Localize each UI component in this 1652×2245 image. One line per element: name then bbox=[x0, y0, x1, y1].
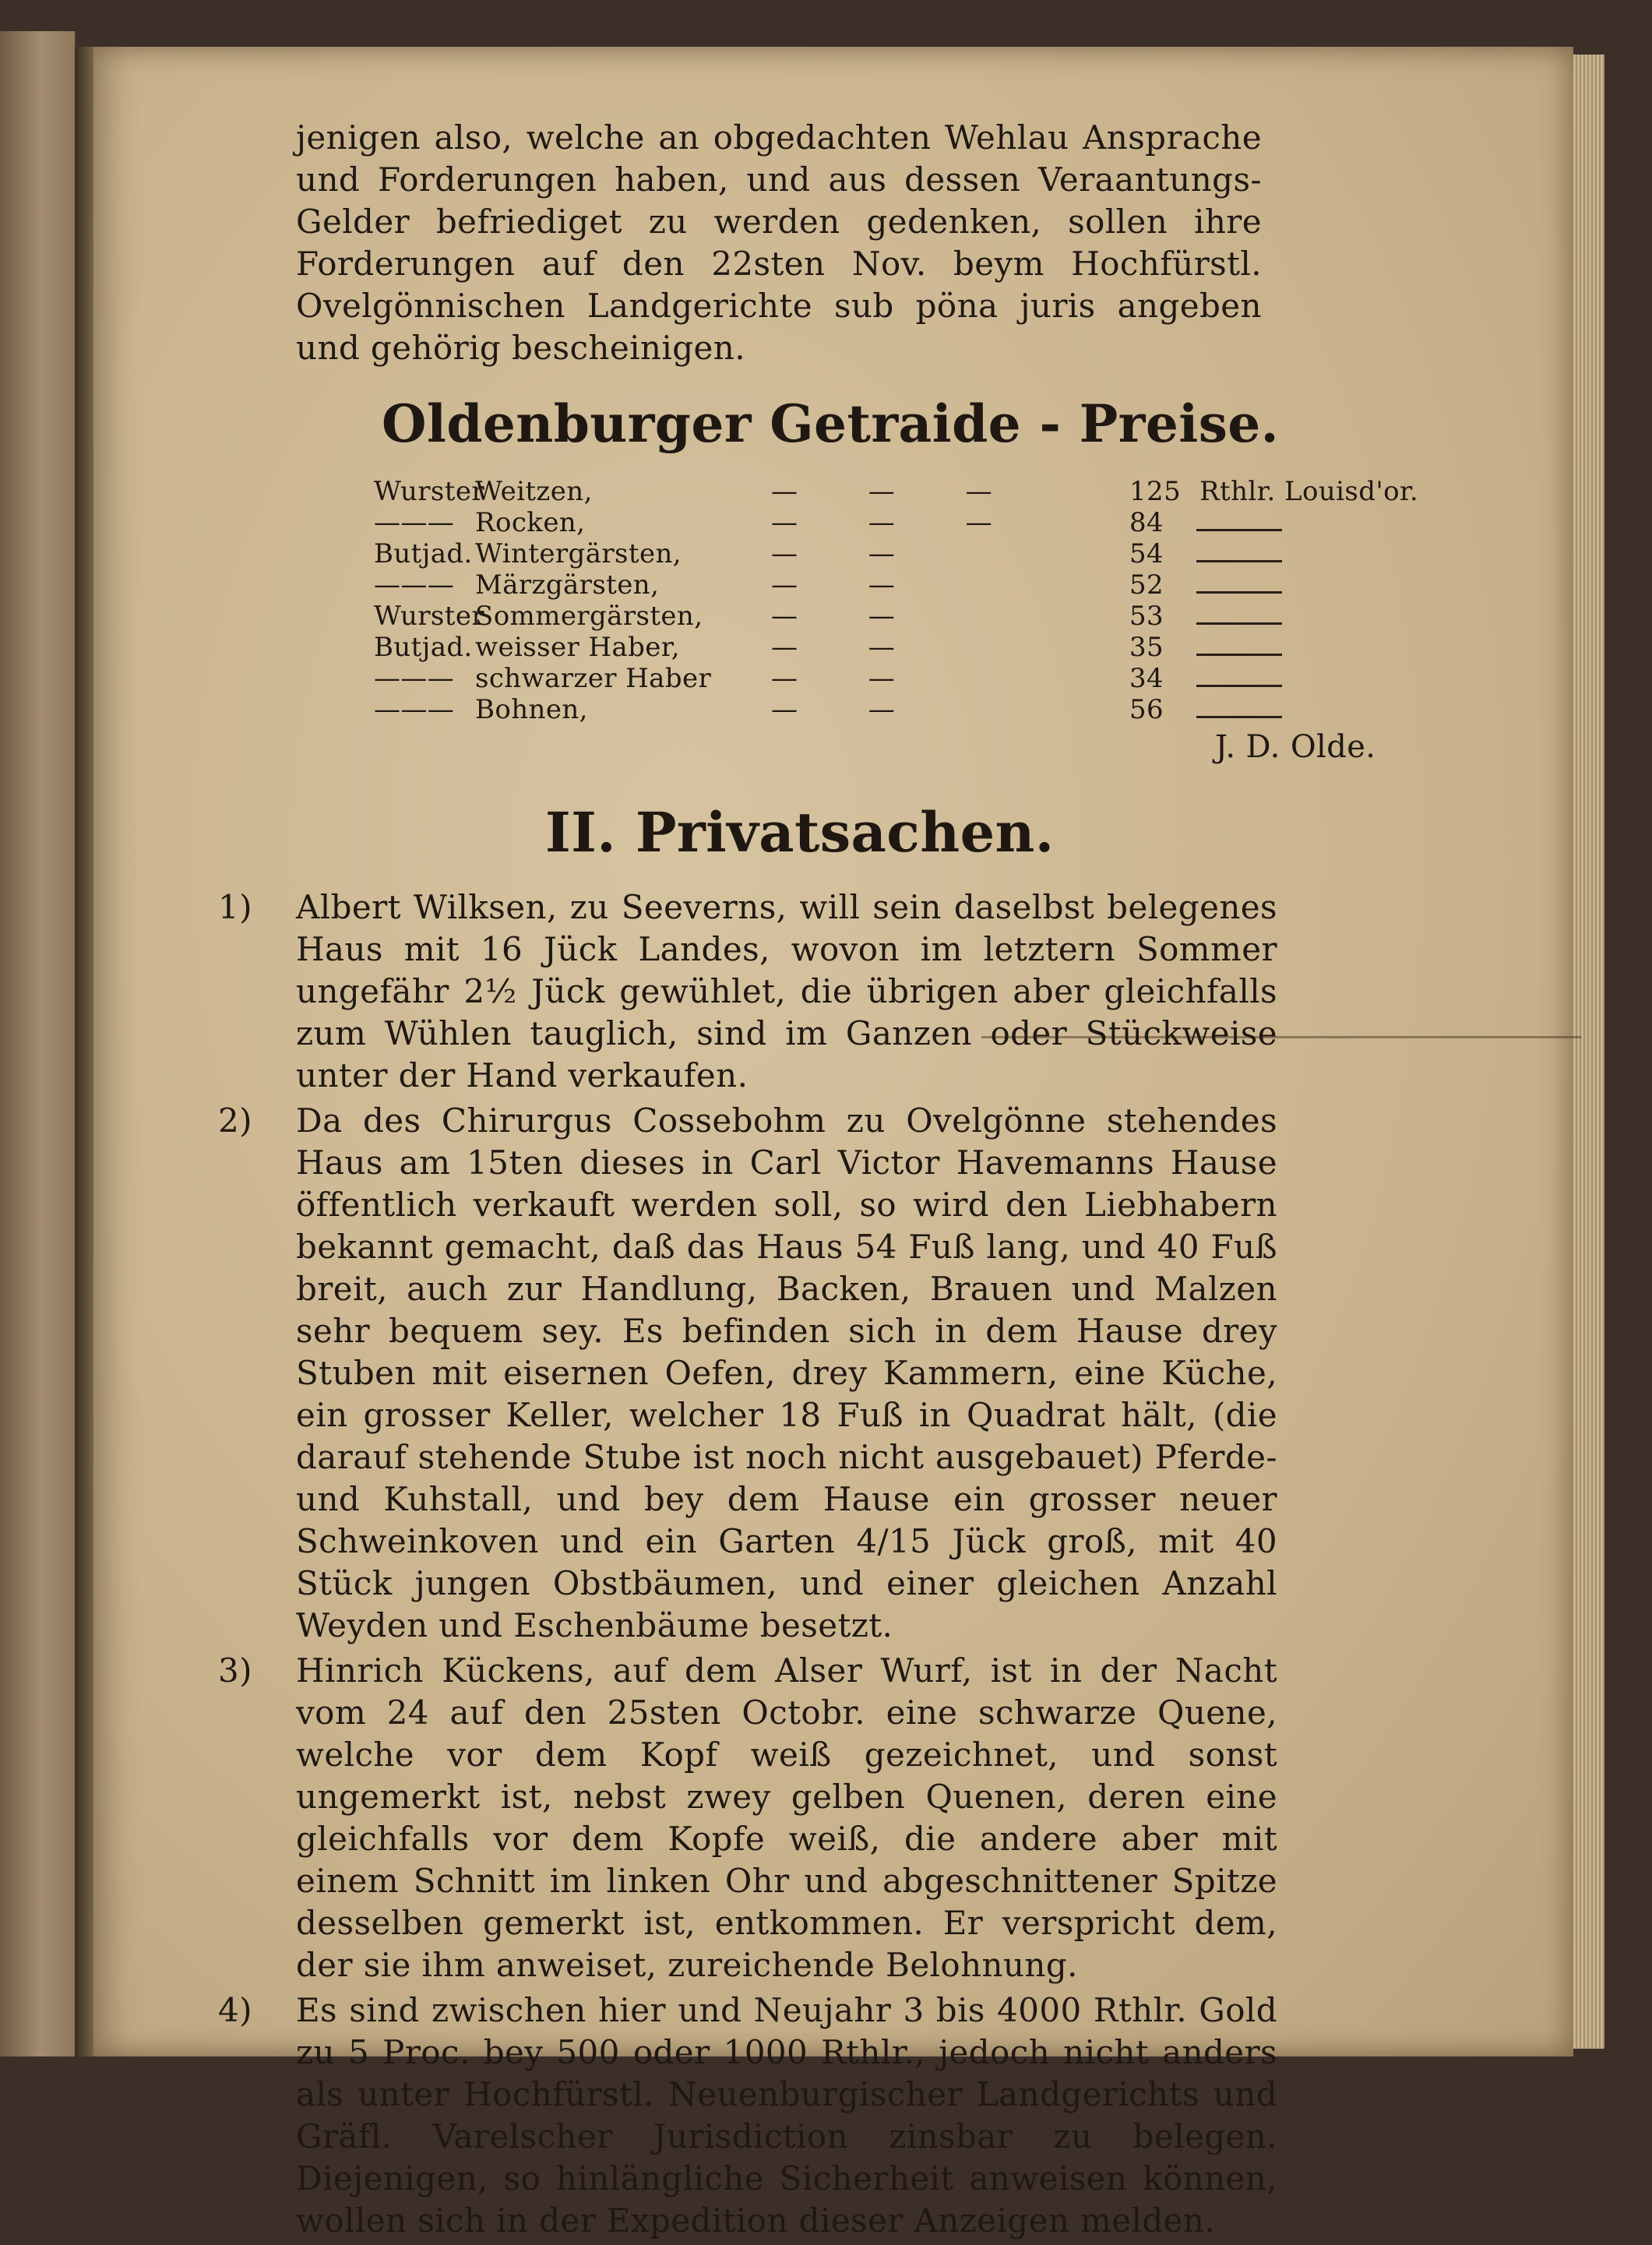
price-dashes: — — bbox=[771, 601, 926, 632]
entry-text: Es sind zwischen hier und Neujahr 3 bis 4000 Rthlr. Gold zu 5 Proc. bey 500 oder 1000 Rthlr., jedoch nicht anders als unter Hochfürstl. Neuenburgischer Landgerichts und Gräfl. Varelscher Jurisdiction zinsbar zu belegen. Diejenigen, so hinlängliche Sicherheit anweisen können, wollen sich in der Expedition dieser Anzeigen melden. bbox=[296, 1991, 1277, 2240]
entry bbox=[203, 1989, 1449, 2242]
price-place: Wurster bbox=[374, 601, 485, 632]
price-blank-line bbox=[1196, 610, 1282, 625]
price-grain: schwarzer Haber bbox=[475, 663, 712, 694]
price-grain: Märzgärsten, bbox=[475, 569, 660, 601]
entry-text: Albert Wilksen, zu Seeverns, will sein daselbst belegenes Haus mit 16 Jück Landes, wovon im letztern Sommer ungefähr 2½ Jück gewühlet, die übrigen aber gleichfalls zum Wühlen tauglich, sind im Ganzen oder Stückweise unter der Hand verkaufen. bbox=[296, 888, 1277, 1094]
price-row bbox=[374, 626, 1464, 663]
book-gutter bbox=[75, 47, 93, 2056]
price-place: ——— bbox=[374, 569, 455, 601]
price-row bbox=[374, 657, 1464, 694]
intro-paragraph: jenigen also, welche an obgedachten Wehlau Ansprache und Forderungen haben, und aus dessen Veraantungs-Gelder befriediget zu werden gedenken, sollen ihre Forderungen auf den 22sten Nov. beym Hochfürstl. Ovelgönnischen Landgerichte sub pöna juris angeben und gehörig bescheinigen. bbox=[296, 118, 1262, 367]
price-unit: Rthlr. Louisd'or. bbox=[1199, 476, 1419, 507]
price-value: 54 bbox=[1129, 538, 1164, 569]
entry-text: Hinrich Kückens, auf dem Alser Wurf, ist in der Nacht vom 24 auf den 25sten Octobr. eine schwarze Quene, welche vor dem Kopf weiß gezeichnet, und sonst ungemerkt ist, nebst zwey gelben Quenen, deren eine gleichfalls vor dem Kopfe weiß, die andere aber mit einem Schnitt im linken Ohr und abgeschnittener Spitze desselben gemerkt ist, entkommen. Er verspricht dem, der sie ihm anweiset, zureichende Belohnung. bbox=[296, 1651, 1277, 1984]
price-place: Butjad. bbox=[374, 632, 473, 663]
entry-number: 2) bbox=[218, 1101, 252, 1140]
price-value: 35 bbox=[1129, 632, 1164, 663]
price-blank-line bbox=[1196, 703, 1282, 718]
price-grain: weisser Haber, bbox=[475, 632, 680, 663]
price-dashes: — — bbox=[771, 632, 926, 663]
price-grain: Bohnen, bbox=[475, 694, 588, 725]
price-dashes: — — bbox=[771, 663, 926, 694]
entry bbox=[203, 886, 1449, 1097]
entry-number: 3) bbox=[218, 1651, 252, 1690]
price-dashes: — — bbox=[771, 569, 926, 601]
left-page-edge bbox=[0, 31, 76, 2056]
page-stack-edge bbox=[1573, 55, 1604, 2049]
entry-number: 1) bbox=[218, 888, 252, 926]
price-row bbox=[374, 564, 1464, 601]
price-value: 34 bbox=[1129, 663, 1164, 694]
entry bbox=[203, 1650, 1449, 1986]
price-dashes: — — — bbox=[771, 476, 1023, 507]
price-value: 125 bbox=[1129, 476, 1182, 507]
price-dashes: — — bbox=[771, 694, 926, 725]
price-blank-line bbox=[1196, 516, 1282, 531]
price-value: 56 bbox=[1129, 694, 1164, 725]
page-text bbox=[203, 117, 1449, 2245]
price-blank-line bbox=[1196, 548, 1282, 562]
price-row bbox=[374, 689, 1464, 725]
entry-number: 4) bbox=[218, 1991, 252, 2029]
price-place: ——— bbox=[374, 507, 455, 538]
price-place: ——— bbox=[374, 694, 455, 725]
signature: J. D. Olde. bbox=[1215, 729, 1376, 765]
price-place: ——— bbox=[374, 663, 455, 694]
price-blank-line bbox=[1196, 672, 1282, 687]
section-title: II. Privatsachen. bbox=[545, 800, 1055, 865]
price-dashes: — — — bbox=[771, 507, 1023, 538]
price-place: Butjad. bbox=[374, 538, 473, 569]
price-value: 84 bbox=[1129, 507, 1164, 538]
price-row bbox=[374, 533, 1464, 569]
price-grain: Sommergärsten, bbox=[475, 601, 703, 632]
entry-text: Da des Chirurgus Cossebohm zu Ovelgönne stehendes Haus am 15ten dieses in Carl Victor Havemanns Hause öffentlich verkauft werden soll, so wird den Liebhabern bekannt gemacht, daß das Haus 54 Fuß lang, und 40 Fuß breit, auch zur Handlung, Backen, Brauen und Malzen sehr bequem sey. Es befinden sich in dem Hause drey Stuben mit eisernen Oefen, drey Kammern, eine Küche, ein grosser Keller, welcher 18 Fuß in Quadrat hält, (die darauf stehende Stube ist noch nicht ausgebauet) Pferde- und Kuhstall, und bey dem Hause ein grosser neuer Schweinkoven und ein Garten 4/15 Jück groß, mit 40 Stück jungen Obstbäumen, und einer gleichen Anzahl Weyden und Eschenbäume besetzt. bbox=[296, 1101, 1277, 1644]
price-row bbox=[374, 595, 1464, 632]
price-grain: Rocken, bbox=[475, 507, 586, 538]
price-value: 52 bbox=[1129, 569, 1164, 601]
price-value: 53 bbox=[1129, 601, 1164, 632]
price-grain: Wintergärsten, bbox=[475, 538, 682, 569]
price-blank-line bbox=[1196, 579, 1282, 594]
price-place: Wurster bbox=[374, 476, 485, 507]
price-grain: Weitzen, bbox=[475, 476, 593, 507]
price-dashes: — — bbox=[771, 538, 926, 569]
entry bbox=[203, 1100, 1449, 1647]
prices-table bbox=[374, 470, 1464, 768]
price-blank-line bbox=[1196, 641, 1282, 656]
price-row bbox=[374, 470, 1464, 507]
prices-heading: Oldenburger Getraide - Preise. bbox=[382, 393, 1280, 454]
